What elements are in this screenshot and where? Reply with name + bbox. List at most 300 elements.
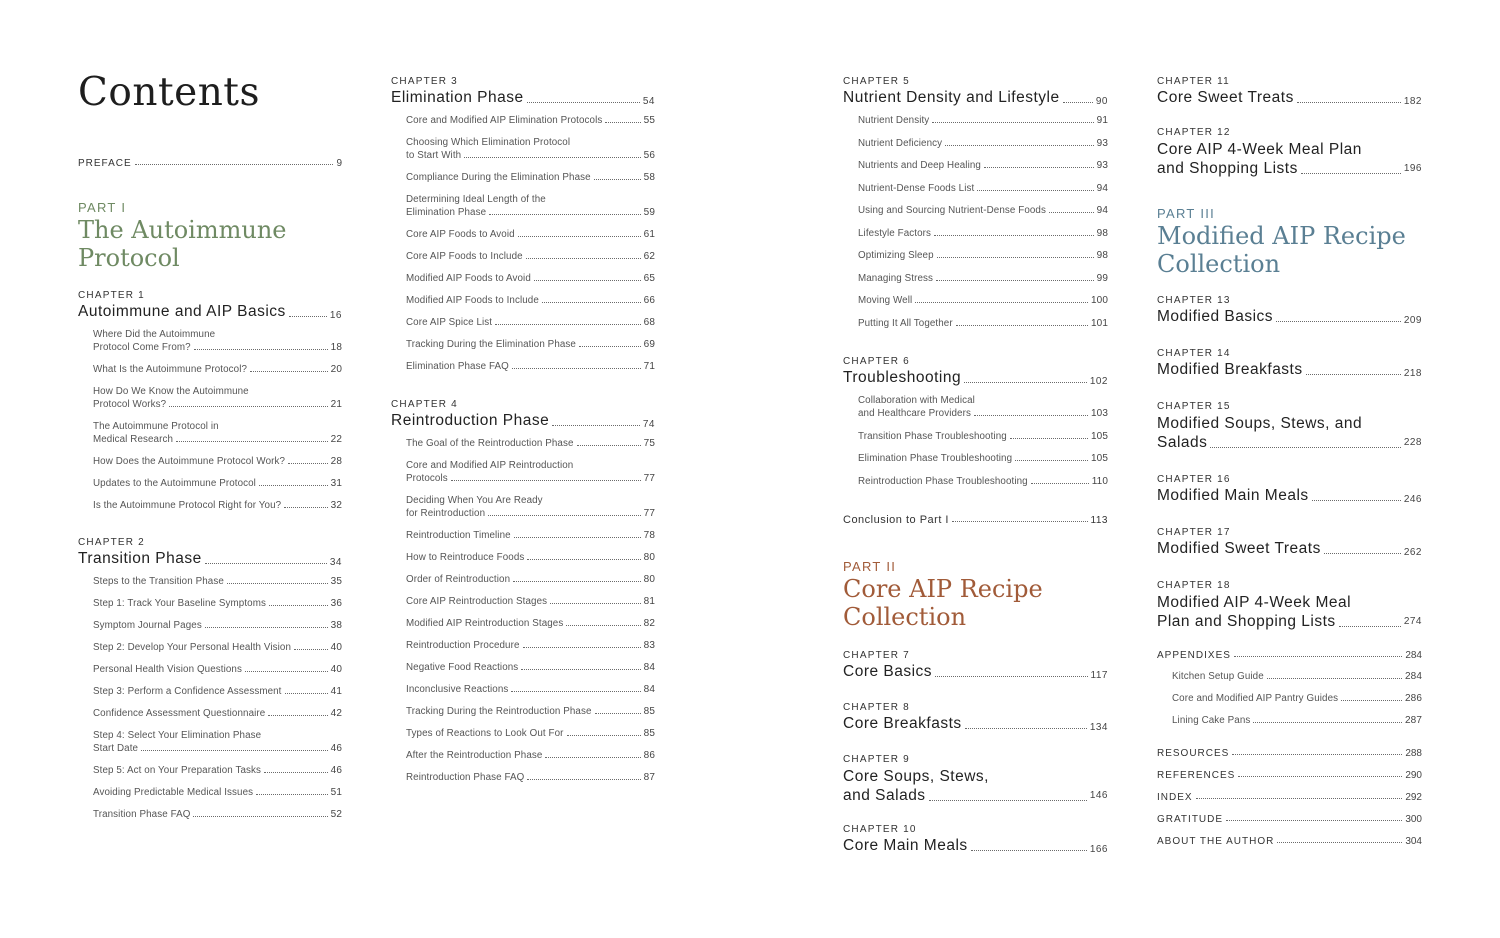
toc-subentry[interactable]	[406, 294, 655, 307]
part-heading-part3[interactable]	[1157, 206, 1422, 278]
toc-subentry[interactable]	[858, 317, 1108, 330]
subentry-label: Lining Cake Pans	[1172, 715, 1251, 726]
chapter-label: CHAPTER 8	[843, 702, 910, 713]
chapter-5	[843, 76, 1108, 339]
leader-dots	[605, 122, 640, 123]
subentry-list	[78, 575, 342, 821]
subentry-label: Elimination Phase FAQ	[406, 361, 509, 372]
chapter-title: Autoimmune and AIP Basics	[78, 303, 286, 320]
part-title-line: Protocol	[78, 244, 180, 272]
page-number: 304	[1405, 836, 1422, 847]
page-title: Contents	[78, 70, 260, 115]
page-number: 36	[330, 598, 342, 609]
chapter-label: CHAPTER 4	[391, 399, 458, 410]
toc-subentry[interactable]	[406, 617, 655, 630]
toc-subentry[interactable]	[406, 228, 655, 241]
leader-dots	[521, 669, 640, 670]
subentry-label: Medical Research	[93, 434, 174, 445]
leader-dots	[935, 676, 1087, 677]
toc-subentry[interactable]	[93, 808, 342, 821]
chapter-title-entry[interactable]	[843, 767, 1108, 805]
toc-subentry[interactable]	[858, 452, 1108, 465]
page-number: 68	[643, 317, 655, 328]
toc-subentry[interactable]	[406, 705, 655, 718]
page-number: 85	[643, 728, 655, 739]
leader-dots	[952, 521, 1088, 522]
chapter-title-entry[interactable]	[1157, 308, 1422, 326]
chapter-title: Core Sweet Treats	[1157, 89, 1294, 106]
part-label: PART II	[843, 559, 897, 574]
toc-subentry[interactable]	[858, 249, 1108, 262]
chapter-title: Core Breakfasts	[843, 715, 962, 732]
chapter-title: Modified Basics	[1157, 308, 1274, 325]
leader-dots	[288, 463, 328, 464]
subentry-label: Personal Health Vision Questions	[93, 664, 242, 675]
toc-subentry[interactable]	[93, 385, 342, 411]
subentry-label: Reintroduction Timeline	[406, 530, 511, 541]
leader-dots	[971, 850, 1087, 851]
toc-subentry[interactable]	[406, 494, 655, 520]
chapter-9	[843, 754, 1108, 805]
subentry-label: Modified AIP Foods to Include	[406, 295, 539, 306]
chapter-4	[391, 399, 655, 793]
chapter-label: CHAPTER 9	[843, 754, 910, 765]
page-number: 94	[1096, 182, 1108, 194]
toc-subentry[interactable]	[406, 316, 655, 329]
leader-dots	[1010, 438, 1088, 439]
chapter-title-entry[interactable]	[1157, 487, 1422, 505]
leader-dots	[205, 627, 328, 628]
chapter-label: CHAPTER 18	[1157, 580, 1231, 591]
subentry-label: Moving Well	[858, 295, 913, 306]
toc-subentry[interactable]	[858, 159, 1108, 172]
page-number: 84	[643, 662, 655, 673]
subentry-label: Step 2: Develop Your Personal Health Vision	[93, 642, 292, 653]
toc-subentry[interactable]	[93, 575, 342, 588]
page-number: 41	[330, 686, 342, 697]
chapter-title-entry[interactable]	[843, 89, 1108, 107]
toc-subentry[interactable]	[1172, 714, 1422, 727]
subentry-label: Avoiding Predictable Medical Issues	[93, 787, 254, 798]
leader-dots	[937, 257, 1094, 258]
page-number: 228	[1403, 437, 1422, 448]
leader-dots	[256, 794, 328, 795]
toc-subentry[interactable]	[406, 749, 655, 762]
subentry-label-line: The Autoimmune Protocol in	[93, 421, 219, 432]
chapter-title-entry[interactable]	[843, 663, 1108, 681]
chapter-title-line: Plan and Shopping Lists	[1157, 613, 1336, 630]
leader-dots	[527, 102, 640, 103]
part-heading-part1[interactable]	[78, 200, 342, 272]
subentry-list	[391, 437, 655, 784]
page-number: 56	[643, 150, 655, 161]
leader-dots	[595, 713, 641, 714]
subentry-label: for Reintroduction	[406, 508, 486, 519]
subentry-label: Confidence Assessment Questionnaire	[93, 708, 266, 719]
chapter-2	[78, 537, 342, 830]
leader-dots	[929, 800, 1087, 801]
toc-subentry[interactable]	[406, 136, 655, 162]
chapter-title-line: Core AIP 4-Week Meal Plan	[1157, 141, 1362, 158]
leader-dots	[514, 537, 641, 538]
toc-subentry[interactable]	[406, 661, 655, 674]
leader-dots	[964, 382, 1087, 383]
toc-subentry[interactable]	[406, 771, 655, 784]
chapter-15	[1157, 401, 1422, 452]
chapter-title-entry[interactable]	[843, 369, 1108, 387]
toc-subentry[interactable]	[858, 137, 1108, 150]
subentry-label: Symptom Journal Pages	[93, 620, 202, 631]
leader-dots	[956, 325, 1088, 326]
subentry-label: Tracking During the Reintroduction Phase	[406, 706, 592, 717]
toc-subentry[interactable]	[406, 529, 655, 542]
chapter-title-entry[interactable]	[1157, 140, 1422, 178]
page-number: 110	[1091, 475, 1108, 487]
toc-subentry[interactable]	[858, 475, 1108, 488]
part-title	[1157, 222, 1422, 278]
toc-subentry[interactable]	[406, 250, 655, 263]
chapter-title-entry[interactable]	[391, 412, 655, 430]
toc-subentry[interactable]	[858, 227, 1108, 240]
part-title	[843, 575, 1108, 631]
toc-subentry[interactable]	[406, 683, 655, 696]
page-number: 98	[1096, 227, 1108, 239]
chapter-10	[843, 824, 1108, 855]
toc-subentry[interactable]	[93, 619, 342, 632]
entry-label: APPENDIXES	[1157, 650, 1231, 661]
toc-entry-backmatter[interactable]	[1157, 748, 1422, 759]
page-number: 55	[643, 115, 655, 126]
chapter-6	[843, 356, 1108, 497]
toc-subentry[interactable]	[93, 663, 342, 676]
page-number: 87	[643, 772, 655, 783]
subentry-label: to Start With	[406, 150, 462, 161]
subentry-label: Nutrients and Deep Healing	[858, 160, 981, 171]
toc-subentry[interactable]	[406, 639, 655, 652]
page-number: 101	[1091, 317, 1108, 329]
subentry-label: Transition Phase Troubleshooting	[858, 430, 1007, 442]
toc-subentry[interactable]	[93, 786, 342, 799]
subentry-label: Transition Phase FAQ	[93, 809, 191, 820]
subentry-label-line: Choosing Which Elimination Protocol	[406, 137, 571, 148]
leader-dots	[977, 190, 1093, 191]
chapter-1	[78, 290, 342, 521]
page-number: 52	[330, 809, 342, 820]
toc-subentry[interactable]	[93, 707, 342, 720]
chapter-title-entry[interactable]	[391, 89, 655, 107]
toc-subentry[interactable]	[93, 685, 342, 698]
subentry-label: Protocol Come From?	[93, 342, 191, 353]
leader-dots	[193, 816, 327, 817]
toc-entry-appendixes[interactable]	[1157, 650, 1422, 661]
toc-subentry[interactable]	[93, 477, 342, 490]
entry-label: PREFACE	[78, 158, 132, 169]
subentry-list	[391, 114, 655, 373]
toc-subentry[interactable]	[406, 114, 655, 127]
page-number: 117	[1090, 670, 1108, 681]
leader-dots	[566, 625, 640, 626]
leader-dots	[1339, 626, 1401, 627]
page-number: 54	[642, 96, 655, 107]
chapter-label: CHAPTER 5	[843, 76, 910, 87]
leader-dots	[512, 368, 641, 369]
appendixes-section	[1157, 650, 1422, 736]
toc-subentry[interactable]	[406, 459, 655, 485]
page-number: 38	[330, 620, 342, 631]
chapter-title-line: Modified Soups, Stews, and	[1157, 415, 1363, 432]
leader-dots	[567, 735, 641, 736]
leader-dots	[194, 349, 328, 350]
toc-subentry[interactable]	[406, 573, 655, 586]
page-number: 42	[330, 708, 342, 719]
page-number: 46	[330, 743, 342, 754]
subentry-label: Is the Autoimmune Protocol Right for You?	[93, 500, 282, 511]
leader-dots	[1063, 102, 1093, 103]
subentry-label-line: Deciding When You Are Ready	[406, 495, 543, 506]
subentry-label: Step 3: Perform a Confidence Assessment	[93, 686, 282, 697]
page-number: 292	[1405, 792, 1422, 803]
page-number: 99	[1096, 272, 1108, 284]
leader-dots	[513, 581, 641, 582]
chapter-label: CHAPTER 14	[1157, 348, 1231, 359]
leader-dots	[534, 280, 641, 281]
chapter-title-entry[interactable]	[78, 550, 342, 568]
page-number: 105	[1091, 453, 1108, 464]
subentry-label: Elimination Phase Troubleshooting	[858, 453, 1013, 464]
chapter-title-line: Salads	[1157, 434, 1208, 451]
leader-dots	[269, 605, 328, 606]
toc-subentry[interactable]	[93, 597, 342, 610]
page-number: 105	[1091, 430, 1108, 442]
leader-dots	[1232, 754, 1402, 755]
toc-entry-backmatter[interactable]	[1157, 770, 1422, 781]
leader-dots	[1312, 500, 1401, 501]
leader-dots	[1253, 722, 1402, 723]
leader-dots	[934, 235, 1094, 236]
toc-subentry[interactable]	[406, 595, 655, 608]
chapter-label: CHAPTER 13	[1157, 295, 1231, 306]
toc-subentry[interactable]	[858, 204, 1108, 217]
subentry-label: Protocol Works?	[93, 399, 167, 410]
leader-dots	[284, 507, 327, 508]
page-number: 93	[1096, 160, 1108, 171]
chapter-title-entry[interactable]	[1157, 361, 1422, 379]
page-number: 71	[643, 361, 655, 372]
toc-subentry[interactable]	[406, 193, 655, 219]
page-number: 287	[1405, 715, 1422, 726]
toc-subentry[interactable]	[93, 764, 342, 777]
leader-dots	[176, 441, 328, 442]
leader-dots	[1049, 212, 1094, 213]
leader-dots	[259, 485, 328, 486]
entry-label: INDEX	[1157, 792, 1193, 803]
subentry-label: Core and Modified AIP Pantry Guides	[1172, 693, 1339, 704]
chapter-title-entry[interactable]	[1157, 540, 1422, 558]
leader-dots	[552, 425, 640, 426]
toc-subentry[interactable]	[858, 394, 1108, 420]
chapter-16	[1157, 474, 1422, 505]
page-number: 94	[1096, 205, 1108, 216]
leader-dots	[488, 515, 641, 516]
page-number: 218	[1403, 368, 1422, 379]
page-number: 84	[643, 684, 655, 695]
subentry-label: Optimizing Sleep	[858, 250, 934, 261]
toc-subentry[interactable]	[1172, 692, 1422, 705]
chapter-13	[1157, 295, 1422, 326]
toc-entry-backmatter[interactable]	[1157, 792, 1422, 803]
chapter-title-entry[interactable]	[1157, 593, 1422, 631]
toc-subentry[interactable]	[406, 171, 655, 184]
part-title-line: Modified AIP Recipe	[1157, 222, 1406, 250]
page-number: 146	[1089, 790, 1108, 801]
leader-dots	[523, 647, 641, 648]
chapter-title-entry[interactable]	[78, 303, 342, 321]
page-number: 78	[643, 530, 655, 541]
subentry-label: Tracking During the Elimination Phase	[406, 339, 576, 350]
page-number: 300	[1405, 814, 1422, 825]
subentry-label: The Goal of the Reintroduction Phase	[406, 438, 574, 449]
page-number: 284	[1405, 671, 1422, 682]
toc-subentry[interactable]	[93, 729, 342, 755]
page-number: 134	[1089, 722, 1108, 733]
chapter-title-entry[interactable]	[843, 837, 1108, 855]
page-number: 81	[643, 596, 655, 607]
subentry-label-line: Core and Modified AIP Reintroduction	[406, 460, 574, 471]
leader-dots	[527, 779, 640, 780]
subentry-label: Compliance During the Elimination Phase	[406, 172, 591, 183]
subentry-list	[843, 114, 1108, 330]
page-number: 35	[330, 576, 342, 587]
toc-subentry[interactable]	[406, 551, 655, 564]
page-number: 77	[643, 473, 655, 484]
page-number: 290	[1405, 770, 1422, 781]
chapter-title: Modified Sweet Treats	[1157, 540, 1321, 557]
leader-dots	[289, 316, 327, 317]
page-number: 90	[1095, 96, 1108, 107]
toc-subentry[interactable]	[1172, 670, 1422, 683]
chapter-title-entry[interactable]	[843, 715, 1108, 733]
chapter-14	[1157, 348, 1422, 379]
subentry-label: Inconclusive Reactions	[406, 684, 509, 695]
toc-subentry[interactable]	[406, 727, 655, 740]
toc-subentry[interactable]	[858, 182, 1108, 195]
toc-subentry[interactable]	[93, 420, 342, 446]
subentry-label: Step 1: Track Your Baseline Symptoms	[93, 598, 266, 609]
chapter-title: Modified Main Meals	[1157, 487, 1309, 504]
leader-dots	[545, 757, 640, 758]
leader-dots	[464, 157, 640, 158]
subentry-label-line: Step 4: Select Your Elimination Phase	[93, 730, 262, 741]
toc-subentry[interactable]	[406, 437, 655, 450]
leader-dots	[915, 302, 1088, 303]
chapter-label: CHAPTER 10	[843, 824, 917, 835]
toc-subentry[interactable]	[858, 294, 1108, 307]
leader-dots	[932, 122, 1093, 123]
entry-label: ABOUT THE AUTHOR	[1157, 836, 1275, 847]
toc-subentry[interactable]	[858, 430, 1108, 443]
leader-dots	[511, 691, 640, 692]
chapter-label: CHAPTER 15	[1157, 401, 1231, 412]
part-heading-part2[interactable]	[843, 559, 1108, 631]
leader-dots	[1267, 678, 1402, 679]
page-number: 246	[1403, 494, 1422, 505]
subentry-label: Start Date	[93, 743, 139, 754]
leader-dots	[264, 772, 328, 773]
entry-label: REFERENCES	[1157, 770, 1236, 781]
toc-entry-backmatter[interactable]	[1157, 814, 1422, 825]
toc-subentry[interactable]	[858, 114, 1108, 127]
subentry-label: Types of Reactions to Look Out For	[406, 728, 564, 739]
leader-dots	[294, 649, 328, 650]
subentry-label: Protocols	[406, 473, 448, 484]
page-number: 166	[1089, 844, 1108, 855]
page-number: 69	[643, 339, 655, 350]
toc-subentry[interactable]	[406, 338, 655, 351]
toc-entry-backmatter[interactable]	[1157, 836, 1422, 847]
toc-subentry[interactable]	[93, 455, 342, 468]
chapter-title: Modified Breakfasts	[1157, 361, 1303, 378]
page-number: 74	[642, 419, 655, 430]
leader-dots	[1301, 173, 1401, 174]
leader-dots	[489, 214, 641, 215]
leader-dots	[518, 236, 641, 237]
toc-subentry[interactable]	[406, 272, 655, 285]
toc-subentry[interactable]	[93, 499, 342, 512]
chapter-title-entry[interactable]	[1157, 89, 1422, 107]
chapter-title-line: and Shopping Lists	[1157, 160, 1298, 177]
leader-dots	[577, 445, 641, 446]
page-number: 262	[1403, 547, 1422, 558]
toc-subentry[interactable]	[93, 363, 342, 376]
subentry-label: After the Reintroduction Phase	[406, 750, 543, 761]
page-number: 98	[1096, 250, 1108, 261]
leader-dots	[1196, 798, 1403, 799]
page-number: 113	[1090, 515, 1108, 526]
toc-entry-conclusion[interactable]	[843, 514, 1108, 526]
chapter-label: CHAPTER 1	[78, 290, 145, 301]
chapter-title-entry[interactable]	[1157, 414, 1422, 452]
chapter-label: CHAPTER 12	[1157, 127, 1231, 138]
part-title-line: Core AIP Recipe	[843, 575, 1043, 603]
subentry-label: Core AIP Reintroduction Stages	[406, 596, 548, 607]
toc-subentry[interactable]	[406, 360, 655, 373]
chapter-title: Nutrient Density and Lifestyle	[843, 89, 1060, 106]
chapter-title: Core Main Meals	[843, 837, 968, 854]
leader-dots	[527, 559, 640, 560]
chapter-label: CHAPTER 16	[1157, 474, 1231, 485]
leader-dots	[1276, 321, 1401, 322]
page-number: 20	[330, 364, 342, 375]
leader-dots	[285, 693, 328, 694]
leader-dots	[1210, 447, 1400, 448]
page-number: 9	[336, 158, 342, 169]
toc-entry-preface[interactable]	[78, 158, 342, 169]
leader-dots	[250, 371, 328, 372]
subentry-list	[843, 394, 1108, 488]
subentry-label: Nutrient Deficiency	[858, 137, 943, 149]
chapter-7	[843, 650, 1108, 681]
page-number: 28	[330, 456, 342, 467]
toc-subentry[interactable]	[93, 641, 342, 654]
page-number: 182	[1403, 96, 1422, 107]
subentry-label-line: Collaboration with Medical	[858, 395, 975, 406]
part-title-line: Collection	[1157, 250, 1281, 278]
toc-subentry[interactable]	[858, 272, 1108, 285]
leader-dots	[245, 671, 328, 672]
subentry-label: Nutrient-Dense Foods List	[858, 182, 975, 194]
toc-subentry[interactable]	[93, 328, 342, 354]
leader-dots	[1297, 102, 1401, 103]
